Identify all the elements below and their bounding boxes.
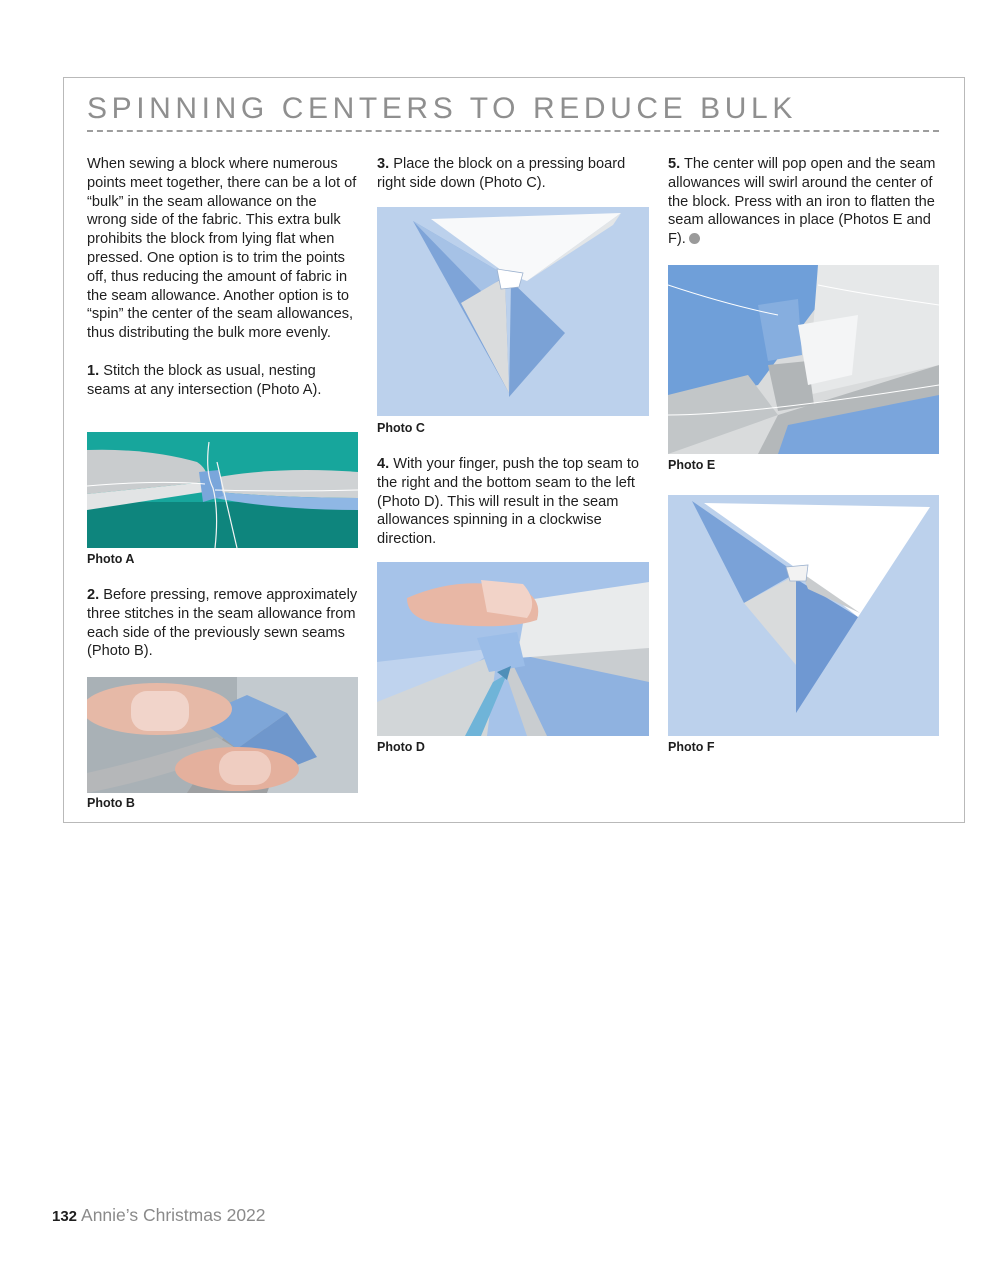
step-5-text: The center will pop open and the seam allowances will swirl around the center of the block. Press with an iron to flatten the seam allowances in place (Photos E and F).: [668, 156, 936, 248]
caption-photo-f: Photo F: [668, 740, 715, 754]
intro-paragraph: When sewing a block where numerous points meet together, there can be a lot of “bulk” in the seam allowance on the wrong side of the fabric. This extra bulk prohibits the block from lying flat when pressed. One option is to trim the points off, thus reducing the amount of fabric in the seam allowance. Another option is to “spin” the center of the seam allowances, thus distributing the bulk more evenly.: [87, 156, 357, 342]
step-2-text: Before pressing, remove approximately three stitches in the seam allowance from each side of the previously sewn seams (Photo B).: [87, 587, 358, 660]
step-2-number: 2.: [87, 587, 100, 603]
page-footer: [52, 1205, 266, 1226]
caption-photo-c: Photo C: [377, 421, 425, 435]
title-divider: [87, 130, 939, 132]
column-1: [87, 155, 359, 400]
photo-a: [87, 432, 358, 548]
step-5-number: 5.: [668, 156, 681, 172]
photo-c: [377, 207, 649, 416]
article-title: SPINNING CENTERS TO REDUCE BULK: [87, 92, 797, 125]
step-4-number: 4.: [377, 456, 390, 472]
step-2: [87, 586, 359, 661]
caption-photo-b: Photo B: [87, 796, 135, 810]
photo-e: [668, 265, 939, 454]
step-3-number: 3.: [377, 156, 390, 172]
step-5: [668, 155, 943, 249]
step-4-text: With your finger, push the top seam to the right and the bottom seam to the left (Photo D). This will result in the seam allowances spinning in a clockwise direction.: [377, 456, 640, 548]
caption-photo-d: Photo D: [377, 740, 425, 754]
step-4: [377, 455, 649, 549]
step-1: [87, 362, 359, 400]
page-number: 132: [52, 1208, 78, 1225]
step-3: [377, 155, 649, 193]
caption-photo-e: Photo E: [668, 458, 716, 472]
publication-name: Annie’s Christmas 2022: [81, 1205, 266, 1225]
caption-photo-a: Photo A: [87, 552, 135, 566]
photo-d: [377, 562, 649, 736]
photo-f: [668, 495, 939, 736]
step-1-text: Stitch the block as usual, nesting seams at any intersection (Photo A).: [87, 362, 322, 398]
photo-b: [87, 677, 358, 793]
step-3-text: Place the block on a pressing board right side down (Photo C).: [377, 156, 626, 191]
step-1-number: 1.: [87, 362, 100, 379]
end-mark-icon: [689, 233, 700, 244]
